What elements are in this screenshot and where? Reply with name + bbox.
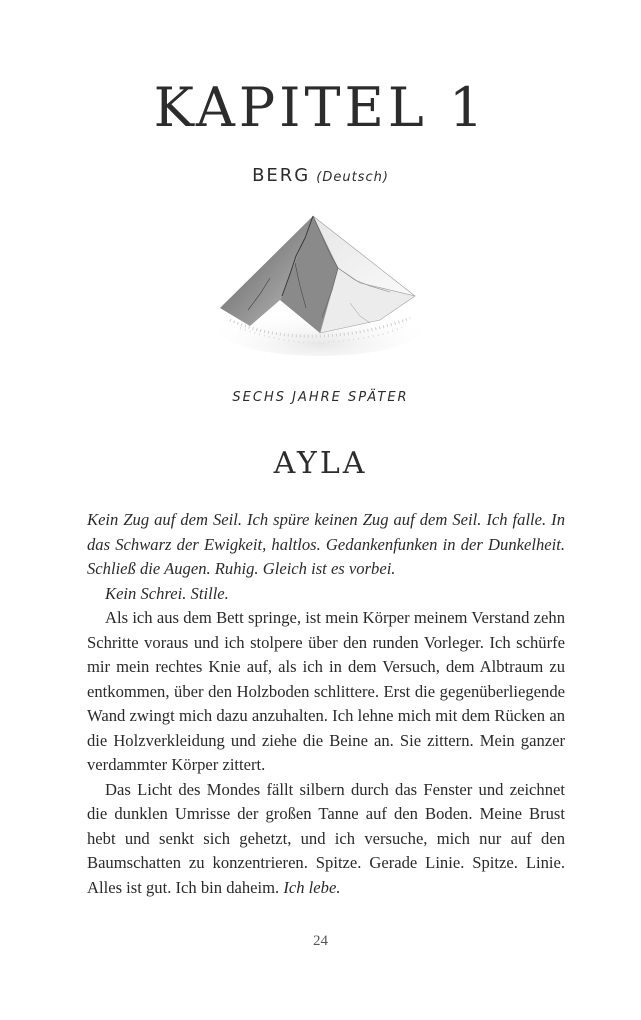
subtitle-word: BERG [252,165,311,186]
page-number: 24 [313,933,328,949]
paragraph: Kein Zug auf dem Seil. Ich spüre keinen Zug auf dem Seil. Ich falle. In das Schwarz der Ewigkeit, haltlos. Gedankenfunken in der Dunkelheit. Schließ die Augen. Ruhig. Gleich ist es vorbei. [87,510,565,578]
chapter-subtitle [0,165,641,186]
paragraph-italic-text: Ich lebe. [283,877,341,897]
paragraph: Kein Schrei. Stille. [105,583,229,603]
paragraph-text: Das Licht des Mondes fällt silbern durch das Fenster und zeichnet die dunklen Umrisse der großen Tanne auf den Boden. Meine Brust hebt und senkt sich gehetzt, und ich versuche, mich nur auf den Baumschatten zu konzentrieren. Spitze. Gerade Linie. Spitze. Linie. Alles ist gut. Ich bin daheim. [87,779,565,897]
body-text [87,508,565,900]
time-marker: SECHS JAHRE SPÄTER [232,390,409,405]
subtitle-language: (Deutsch) [316,170,389,185]
paragraph [87,778,565,901]
pov-name: AYLA [273,446,368,481]
chapter-title: KAPITEL 1 [153,76,488,139]
paragraph: Als ich aus dem Bett springe, ist mein Körper meinem Verstand zehn Schritte voraus und ich stolpere über den runden Vorleger. Ich schürfe mir mein rechtes Knie auf, als ich in dem Versuch, dem Albtraum zu entkommen, über den Holzboden schlittere. Erst die gegenüberliegende Wand zwingt mich dazu anzuhalten. Ich lehne mich mit dem Rücken an die Holzverkleidung und ziehe die Beine an. Sie zittern. Mein ganzer verdammter Körper zittert. [87,608,565,774]
mountain-icon [210,208,430,358]
